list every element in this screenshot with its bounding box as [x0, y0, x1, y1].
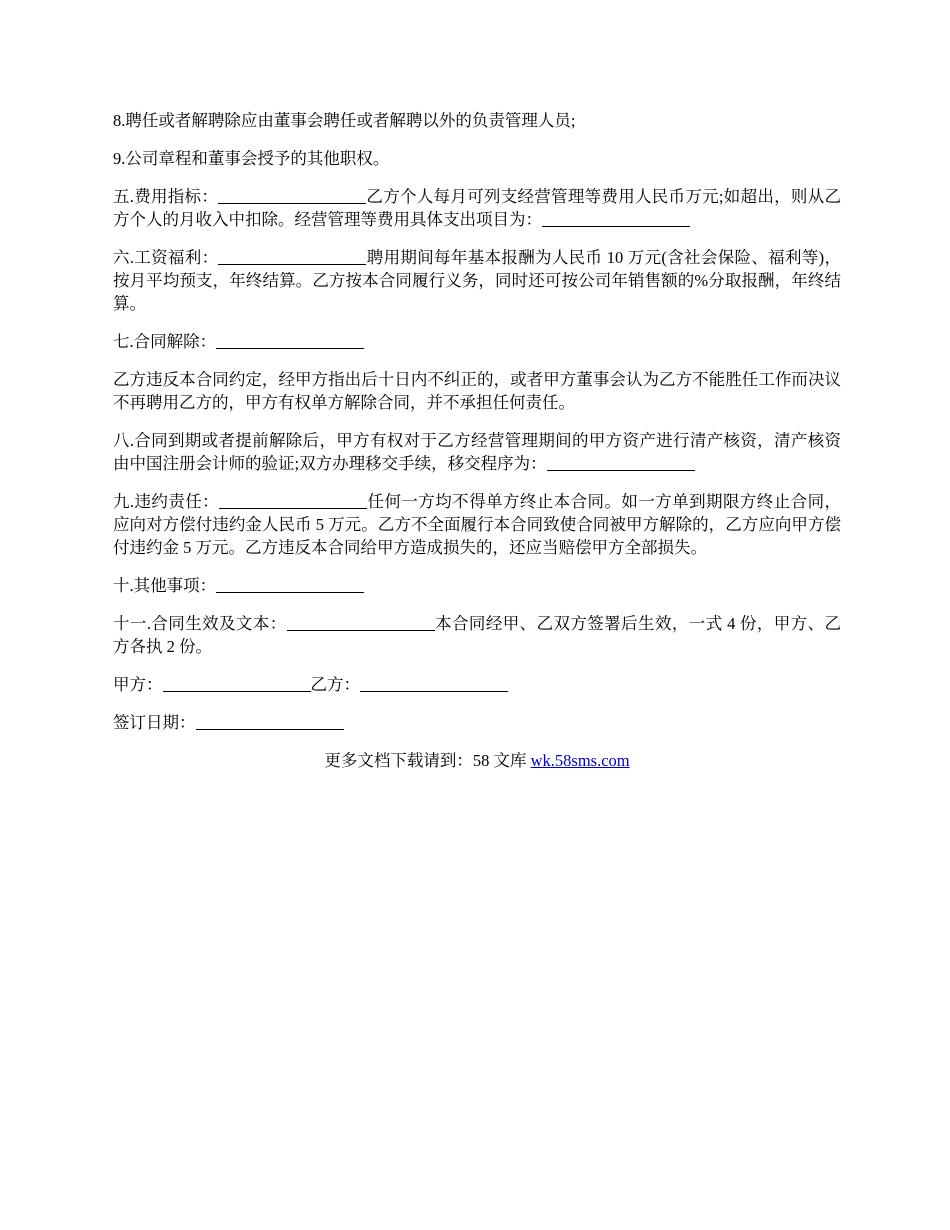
- clause-salary: [113, 246, 841, 315]
- date-line: [113, 711, 841, 734]
- clause-salary-body: 聘用期间每年基本报酬为人民币 10 万元(含社会保险、福利等)，按月平均预支，年终结算。乙方按本合同履行义务，同时还可按公司年销售额的%分取报酬，年终结算。: [113, 248, 841, 313]
- clause-expiry: [113, 429, 841, 475]
- clause-expense: [113, 185, 841, 231]
- party-b-blank: [360, 675, 508, 692]
- fill-blank: [219, 492, 367, 509]
- party-a-label: 甲方：: [113, 675, 163, 694]
- clause-expiry-body: 八.合同到期或者提前解除后，甲方有权对于乙方经营管理期间的甲方资产进行清产核资，清产核资由中国注册会计师的验证;双方办理移交手续，移交程序为：: [113, 431, 841, 473]
- clause-liability-body: 任何一方均不得单方终止本合同。如一方单到期限方终止合同，应向对方偿付违约金人民币 5 万元。乙方不全面履行本合同致使合同被甲方解除的，乙方应向甲方偿付违约金 5 万元。乙方违反本合同给甲方造成损失的，还应当赔偿甲方全部损失。: [113, 492, 842, 557]
- party-a-blank: [163, 675, 311, 692]
- document-page: [113, 109, 841, 772]
- fill-blank: [218, 248, 366, 265]
- clause-other: [113, 574, 841, 597]
- clause-expense-body: 乙方个人每月可列支经营管理等费用人民币万元;如超出，则从乙方个人的月收入中扣除。经营管理等费用具体支出项目为：: [113, 187, 841, 229]
- clause-salary-heading: 六.工资福利：: [113, 248, 219, 267]
- date-blank: [196, 713, 344, 730]
- clause-effect-heading: 十一.合同生效及文本：: [113, 614, 287, 633]
- clause-liability: [113, 490, 841, 559]
- fill-blank: [547, 454, 695, 471]
- clause-other-heading: 十.其他事项：: [113, 576, 217, 595]
- clause-8: 8.聘任或者解聘除应由董事会聘任或者解聘以外的负责管理人员;: [113, 111, 576, 130]
- clause-termination-heading: 七.合同解除：: [113, 332, 217, 351]
- fill-blank: [542, 210, 690, 227]
- signature-line: [113, 673, 841, 696]
- footer-text: 更多文档下载请到：58 文库: [324, 751, 531, 770]
- date-label: 签订日期：: [113, 713, 196, 732]
- clause-expense-heading: 五.费用指标：: [113, 187, 219, 206]
- clause-effect: [113, 612, 841, 658]
- clause-effect-body: 本合同经甲、乙双方签署后生效，一式 4 份，甲方、乙方各执 2 份。: [113, 614, 842, 656]
- party-b-label: 乙方：: [310, 675, 360, 694]
- clause-9: 9.公司章程和董事会授予的其他职权。: [113, 149, 390, 168]
- termination-detail: 乙方违反本合同约定，经甲方指出后十日内不纠正的，或者甲方董事会认为乙方不能胜任工作而决议不再聘用乙方的，甲方有权单方解除合同，并不承担任何责任。: [113, 370, 841, 412]
- fill-blank: [216, 332, 364, 349]
- fill-blank: [216, 576, 364, 593]
- footer: [113, 749, 841, 772]
- footer-link[interactable]: wk.58sms.com: [530, 751, 630, 770]
- fill-blank: [287, 614, 435, 631]
- fill-blank: [218, 187, 366, 204]
- clause-liability-heading: 九.违约责任：: [113, 492, 220, 511]
- clause-termination: [113, 330, 841, 353]
